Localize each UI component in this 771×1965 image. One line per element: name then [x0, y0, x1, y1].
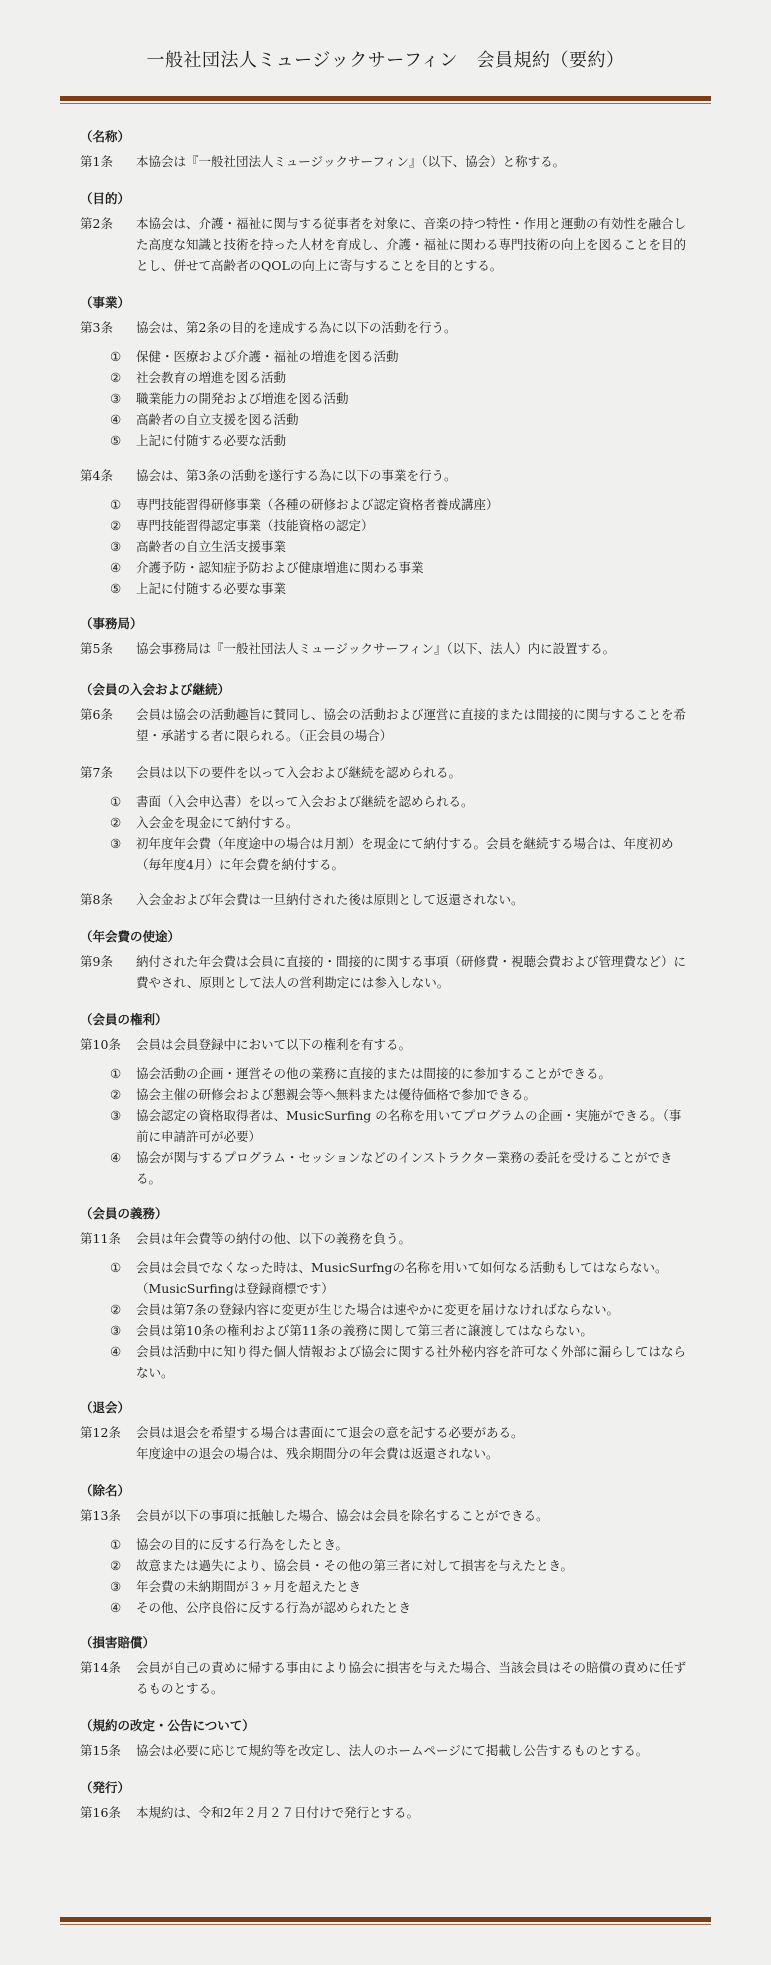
list-item: ⑤ 上記に付随する必要な事業: [110, 581, 287, 596]
article-4-list: [110, 494, 691, 599]
document-body: [80, 126, 691, 1829]
article-number: 第5条: [80, 641, 113, 656]
article-number: 第16条: [80, 1805, 121, 1820]
list-item: ③ 会員は第10条の権利および第11条の義務に関して第三者に譲渡してはならない。: [110, 1323, 593, 1338]
article-number: 第11条: [80, 1231, 121, 1246]
list-item: ① 専門技能習得研修事業（各種の研修および認定資格者養成講座）: [110, 497, 499, 512]
article-number: 第6条: [80, 707, 113, 722]
section-heading: （規約の改定・公告について）: [80, 1718, 255, 1733]
list-item: ① 保健・医療および介護・福祉の増進を図る活動: [110, 349, 399, 364]
article-number: 第10条: [80, 1037, 121, 1052]
section-damages: [80, 1632, 691, 1699]
list-item: ③ 職業能力の開発および増進を図る活動: [110, 391, 349, 406]
article-number: 第1条: [80, 154, 113, 169]
article-13: [80, 1505, 691, 1526]
section-expulsion: [80, 1480, 691, 1618]
section-heading: （損害賠償）: [80, 1635, 156, 1650]
article-number: 第15条: [80, 1743, 121, 1758]
article-10-list: [110, 1063, 691, 1189]
section-heading: （退会）: [80, 1400, 131, 1415]
article-number: 第13条: [80, 1508, 121, 1523]
article-number: 第2条: [80, 216, 113, 231]
section-amendment: [80, 1715, 691, 1761]
article-text: 会員は以下の要件を以って入会および継続を認められる。: [136, 765, 462, 780]
article-12: [80, 1422, 691, 1464]
article-number: 第12条: [80, 1425, 121, 1440]
article-number: 第7条: [80, 765, 113, 780]
section-issuance: [80, 1777, 691, 1823]
section-rights: [80, 1009, 691, 1189]
section-heading: （除名）: [80, 1483, 131, 1498]
list-item: ③ 協会認定の資格取得者は、MusicSurfing の名称を用いてプログラムの企画・実施ができる。（事前に申請許可が必要）: [110, 1108, 682, 1144]
article-text: 本規約は、令和2年２月２７日付けで発行とする。: [136, 1805, 419, 1820]
article-text: 協会は、第2条の目的を達成する為に以下の活動を行う。: [136, 320, 457, 335]
article-2: [80, 213, 691, 276]
list-item: ② 専門技能習得認定事業（技能資格の認定）: [110, 518, 374, 533]
section-name: [80, 126, 691, 172]
top-divider: [60, 96, 711, 106]
article-text: 協会は、第3条の活動を遂行する為に以下の事業を行う。: [136, 468, 457, 483]
article-5: [80, 638, 691, 659]
article-15: [80, 1740, 691, 1761]
article-7: [80, 762, 691, 783]
section-purpose: [80, 188, 691, 276]
article-3-list: [110, 346, 691, 451]
list-item: ④ 協会が関与するプログラム・セッションなどのインストラクター業務の委託を受けることができる。: [110, 1150, 673, 1186]
article-11: [80, 1228, 691, 1249]
article-text: 本協会は『一般社団法人ミュージックサーフィン』（以下、協会）と称する。: [136, 154, 566, 169]
section-heading: （発行）: [80, 1780, 131, 1795]
section-heading: （年会費の使途）: [80, 929, 181, 944]
list-item: ① 会員は会員でなくなった時は、MusicSurfngの名称を用いて如何なる活動もしてはならない。（MusicSurfingは登録商標です）: [110, 1260, 668, 1296]
article-8: [80, 889, 691, 910]
article-11-list: [110, 1257, 691, 1383]
article-text: 協会事務局は『一般社団法人ミュージックサーフィン』（以下、法人）内に設置する。: [136, 641, 616, 656]
article-number: 第8条: [80, 892, 113, 907]
list-item: ⑤ 上記に付随する必要な活動: [110, 433, 287, 448]
article-text: 本協会は、介護・福祉に関与する従事者を対象に、音楽の持つ特性・作用と運動の有効性を融合した高度な知識と技術を持った人材を育成し、介護・福祉に関わる専門技術の向上を図ることを目的とし、併せて高齢者のQOLの向上に寄与することを目的とする。: [136, 216, 687, 273]
article-1: [80, 151, 691, 172]
article-number: 第14条: [80, 1660, 121, 1675]
bottom-divider: [60, 1917, 711, 1927]
list-item: ① 協会の目的に反する行為をしたとき。: [110, 1537, 349, 1552]
section-heading: （会員の入会および継続）: [80, 682, 231, 697]
list-item: ④ その他、公序良俗に反する行為が認められたとき: [110, 1600, 412, 1615]
article-text: 会員が以下の事項に抵触した場合、協会は会員を除名することができる。: [136, 1508, 549, 1523]
article-9: [80, 951, 691, 993]
section-duties: [80, 1203, 691, 1383]
list-item: ③ 高齢者の自立生活支援事業: [110, 539, 287, 554]
article-6: [80, 704, 691, 746]
list-item: ④ 介護予防・認知症予防および健康増進に関わる事業: [110, 560, 424, 575]
article-10: [80, 1034, 691, 1055]
article-3: [80, 317, 691, 338]
list-item: ① 協会活動の企画・運営その他の業務に直接的または間接的に参加することができる。: [110, 1066, 612, 1081]
article-number: 第4条: [80, 468, 113, 483]
section-heading: （会員の権利）: [80, 1012, 168, 1027]
section-membership: [80, 679, 691, 910]
article-4: [80, 465, 691, 486]
list-item: ④ 高齢者の自立支援を図る活動: [110, 412, 299, 427]
article-text: 協会は必要に応じて規約等を改定し、法人のホームページにて掲載し公告するものとする。: [136, 1743, 649, 1758]
section-heading: （会員の義務）: [80, 1206, 168, 1221]
section-business: [80, 292, 691, 599]
article-text: 会員は協会の活動趣旨に賛同し、協会の活動および運営に直接的または間接的に関与することを希望・承諾する者に限られる。（正会員の場合）: [136, 707, 687, 743]
article-text: 納付された年会費は会員に直接的・間接的に関する事項（研修費・視聴会費および管理費など）に費やされ、原則として法人の営利勘定には参入しない。: [136, 954, 687, 990]
article-7-list: [110, 791, 691, 875]
list-item: ④ 会員は活動中に知り得た個人情報および協会に関する社外秘内容を許可なく外部に漏らしてはならない。: [110, 1344, 687, 1380]
article-text: 会員は退会を希望する場合は書面にて退会の意を記する必要がある。 年度途中の退会の場合は、残余期間分の年会費は返還されない。: [136, 1425, 524, 1461]
section-office: [80, 613, 691, 659]
article-text: 会員は会員登録中において以下の権利を有する。: [136, 1037, 412, 1052]
article-number: 第9条: [80, 954, 113, 969]
list-item: ② 会員は第7条の登録内容に変更が生じた場合は速やかに変更を届けなければならない。: [110, 1302, 619, 1317]
article-text: 会員は年会費等の納付の他、以下の義務を負う。: [136, 1231, 412, 1246]
article-text: 会員が自己の責めに帰する事由により協会に損害を与えた場合、当該会員はその賠償の責めに任ずるものとする。: [136, 1660, 687, 1696]
article-text: 入会金および年会費は一旦納付された後は原則として返還されない。: [136, 892, 524, 907]
page-title: 一般社団法人ミュージックサーフィン 会員規約（要約）: [146, 50, 625, 71]
section-withdrawal: [80, 1397, 691, 1464]
section-fees: [80, 926, 691, 993]
list-item: ③ 年会費の未納期間が３ヶ月を超えたとき: [110, 1579, 362, 1594]
article-number: 第3条: [80, 320, 113, 335]
list-item: ② 社会教育の増進を図る活動: [110, 370, 287, 385]
article-14: [80, 1657, 691, 1699]
section-heading: （名称）: [80, 129, 131, 144]
article-16: [80, 1802, 691, 1823]
list-item: ② 故意または過失により、協会員・その他の第三者に対して損害を与えたとき。: [110, 1558, 574, 1573]
list-item: ① 書面（入会申込書）を以って入会および継続を認められる。: [110, 794, 474, 809]
list-item: ③ 初年度年会費（年度途中の場合は月割）を現金にて納付する。会員を継続する場合は、年度初め（毎年度4月）に年会費を納付する。: [110, 836, 674, 872]
section-heading: （事務局）: [80, 616, 143, 631]
article-13-list: [110, 1534, 691, 1618]
list-item: ② 入会金を現金にて納付する。: [110, 815, 299, 830]
list-item: ② 協会主催の研修会および懇親会等へ無料または優待価格で参加できる。: [110, 1087, 537, 1102]
section-heading: （事業）: [80, 295, 131, 310]
section-heading: （目的）: [80, 191, 131, 206]
